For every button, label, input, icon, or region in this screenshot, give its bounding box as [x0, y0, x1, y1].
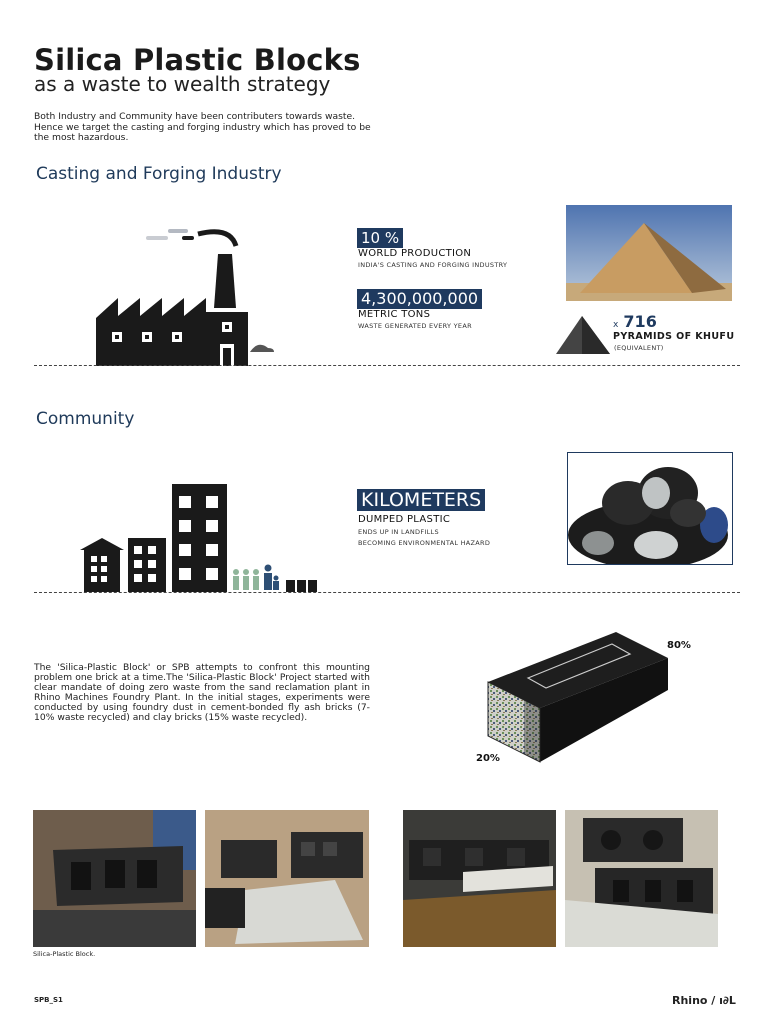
industry-heading: Casting and Forging Industry [36, 164, 282, 184]
block-diagram [484, 630, 672, 766]
section-divider-2 [34, 592, 740, 593]
pyramid-mult-prefix: x [613, 320, 619, 330]
production-stat-value: 10 % [357, 228, 403, 248]
section-divider [34, 365, 740, 366]
garbage-bags-photo [567, 452, 733, 565]
block-photo-2 [205, 810, 369, 947]
intro-text: Both Industry and Community have been contributers towards waste. Hence we target the casting and forging industry which has proved to be the most hazardous. [34, 111, 371, 143]
page-title: Silica Plastic Blocks [34, 43, 361, 77]
pyramid-icon [556, 314, 610, 356]
block-photo-3 [403, 810, 556, 947]
kilometers-stat-label: DUMPED PLASTIC [358, 514, 451, 525]
pyramid-photo [566, 205, 732, 301]
factory-icon [90, 222, 280, 368]
pyramid-count: 716 [623, 312, 657, 331]
production-stat-sub: INDIA'S CASTING AND FORGING INDUSTRY [358, 261, 508, 269]
kilometers-stat-sub2: BECOMING ENVIRONMENTAL HAZARD [358, 539, 491, 547]
community-heading: Community [36, 409, 135, 429]
percent-bottom: 20% [476, 753, 500, 764]
pyramid-label: PYRAMIDS OF KHUFU [613, 331, 735, 342]
rhino-logo: Rhino / ı∂L [672, 994, 736, 1007]
production-stat-label: WORLD PRODUCTION [358, 248, 472, 259]
tons-stat-value: 4,300,000,000 [357, 289, 482, 309]
percent-top: 80% [667, 640, 691, 651]
page-code: SPB_S1 [34, 996, 63, 1004]
city-icon [78, 482, 328, 594]
kilometers-stat-sub1: ENDS UP IN LANDFILLS [358, 528, 439, 536]
block-photo-4 [565, 810, 718, 947]
block-photo-1 [33, 810, 196, 947]
photo-caption: Silica-Plastic Block. [33, 950, 96, 958]
tons-stat-sub: WASTE GENERATED EVERY YEAR [358, 322, 472, 330]
kilometers-stat-value: KILOMETERS [357, 489, 485, 511]
tons-stat-label: METRIC TONS [358, 309, 431, 320]
pyramid-sub: (EQUIVALENT) [614, 344, 664, 352]
spb-description: The 'Silica-Plastic Block' or SPB attempts to confront this mounting problem one brick at a time.The 'Silica-Plastic Block' Project started with clear mandate of doing zero waste from the sand reclamation plant in Rhino Machines Foundry Plant. In the initial stages, experiments were conducted by using foundry dust in cement-bonded fly ash bricks (7-10% waste recycled) and clay bricks (15% waste recycled). [34, 662, 370, 723]
page-subtitle: as a waste to wealth strategy [34, 72, 331, 96]
